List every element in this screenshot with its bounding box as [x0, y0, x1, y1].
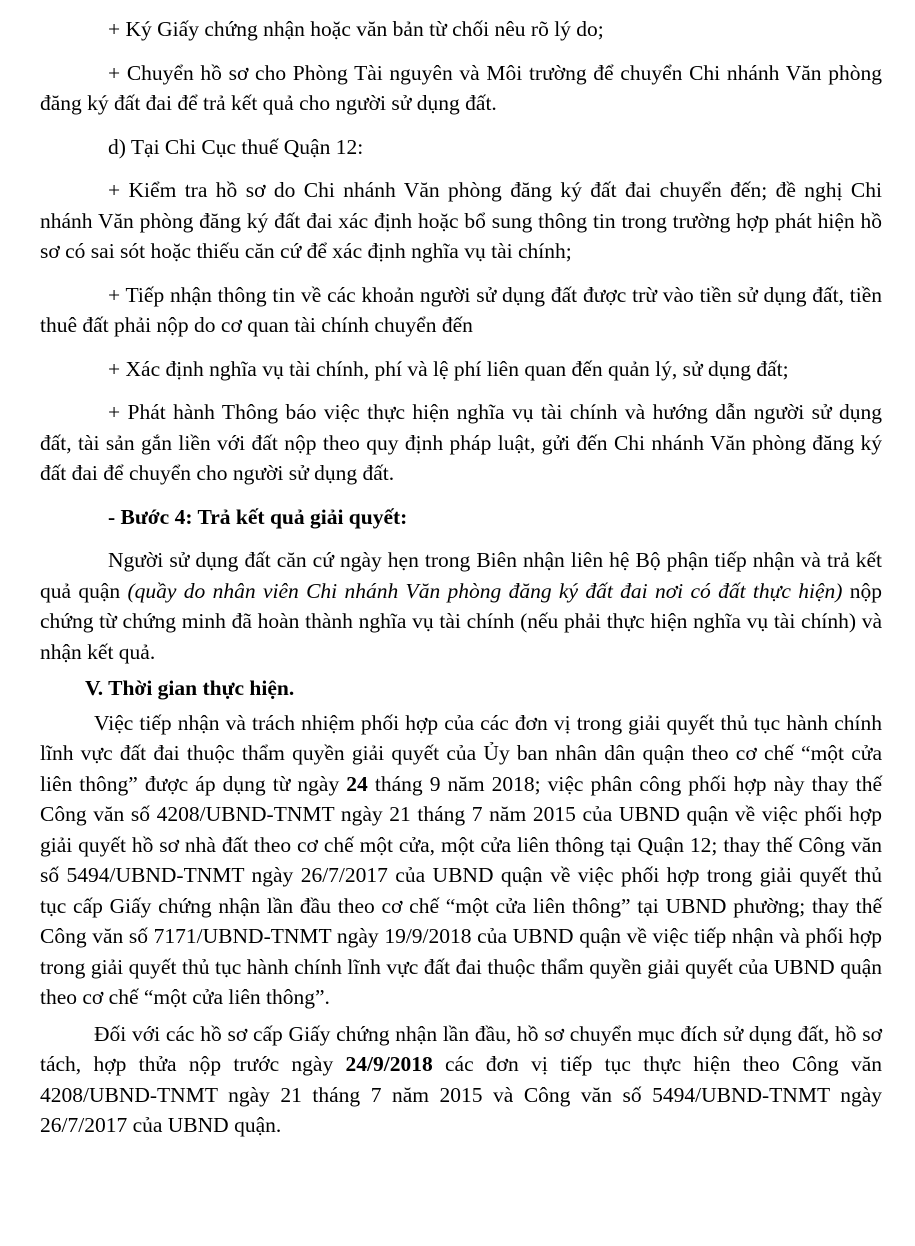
section5-p1-text-a: Việc tiếp nhận và trách nhiệm phối hợp của các đơn vị trong giải quyết thủ tục hành chính lĩnh vực đất đai thuộc thẩm quyền giải quyết của Ủy ban nhân dân quận theo cơ chế “một cửa liên thông” được áp dụng từ ngày: [40, 710, 882, 796]
section5-heading: V. Thời gian thực hiện.: [85, 676, 295, 700]
document-page: [40, 14, 882, 1141]
paragraph-tax-office-heading: d) Tại Chi Cục thuế Quận 12:: [108, 134, 364, 159]
step4-text-b: nộp chứng từ chứng minh đã hoàn thành nghĩa vụ tài chính (nếu phải thực hiện nghĩa vụ tài chính) và nhận kết quả.: [40, 578, 883, 664]
paragraph-receive-info: + Tiếp nhận thông tin về các khoản người sử dụng đất được trừ vào tiền sử dụng đất, tiền thuê đất phải nộp do cơ quan tài chính chuyển đến: [40, 282, 882, 337]
paragraph-determine-obligation: + Xác định nghĩa vụ tài chính, phí và lệ phí liên quan đến quản lý, sử dụng đất;: [108, 356, 789, 381]
section5-p2-text-a: Đối với các hồ sơ cấp Giấy chứng nhận lần đầu, hồ sơ chuyển mục đích sử dụng đất, hồ sơ tách, hợp thửa nộp trước ngày: [40, 1021, 882, 1076]
step4-text-italic: (quầy do nhân viên Chi nhánh Văn phòng đăng ký đất đai nơi có đất thực hiện): [127, 578, 843, 603]
section5-paragraph-1: [40, 708, 882, 1013]
section5-p2-text-b: các đơn vị tiếp tục thực hiện theo Công văn 4208/UBND-TNMT ngày 21 tháng 7 năm 2015 và Công văn số 5494/UBND-TNMT ngày 26/7/2017 của UBND quận.: [40, 1052, 882, 1137]
section5-p1-text-b: tháng 9 năm 2018; việc phân công phối hợp này thay thế Công văn số 4208/UBND-TNMT ngày 21 tháng 7 năm 2015 của UBND quận về việc phối hợp giải quyết hồ sơ nhà đất theo cơ chế một cửa, một cửa liên thông tại Quận 12; thay thế Công văn số 5494/UBND-TNMT ngày 26/7/2017 của UBND quận về việc phối hợp trong giải quyết thủ tục cấp Giấy chứng nhận lần đầu theo cơ chế “một cửa liên thông” tại UBND phường; thay thế Công văn số 7171/UBND-TNMT ngày 19/9/2018 của UBND quận về việc tiếp nhận và phối hợp trong giải quyết thủ tục hành chính lĩnh vực đất đai thuộc thẩm quyền giải quyết của UBND quận theo cơ chế “một cửa liên thông”.: [40, 771, 882, 1009]
step4-text-a: Người sử dụng đất căn cứ ngày hẹn trong Biên nhận liên hệ Bộ phận tiếp nhận và trả kết quả quận: [40, 548, 882, 603]
section5-p2-bold: 24/9/2018: [345, 1052, 433, 1076]
section5-paragraph-2: [40, 1019, 882, 1141]
section5-p1-bold: 24: [346, 771, 368, 796]
paragraph-sign-certificate: + Ký Giấy chứng nhận hoặc văn bản từ chối nêu rõ lý do;: [108, 17, 604, 41]
step4-paragraph: [40, 545, 882, 667]
paragraph-issue-notice: + Phát hành Thông báo việc thực hiện nghĩa vụ tài chính và hướng dẫn người sử dụng đất, tài sản gắn liền với đất nộp theo quy định pháp luật, gửi đến Chi nhánh Văn phòng đăng ký đất đai để chuyển cho người sử dụng đất.: [40, 400, 882, 485]
paragraph-transfer-dossier: + Chuyển hồ sơ cho Phòng Tài nguyên và Môi trường để chuyển Chi nhánh Văn phòng đăng ký đất đai để trả kết quả cho người sử dụng đất.: [40, 60, 882, 115]
step4-heading: - Bước 4: Trả kết quả giải quyết:: [108, 504, 408, 529]
paragraph-check-dossier: + Kiểm tra hồ sơ do Chi nhánh Văn phòng đăng ký đất đai chuyển đến; đề nghị Chi nhánh Văn phòng đăng ký đất đai xác định hoặc bổ sung thông tin trong trường hợp phát hiện hồ sơ có sai sót hoặc thiếu căn cứ để xác định nghĩa vụ tài chính;: [40, 178, 882, 263]
